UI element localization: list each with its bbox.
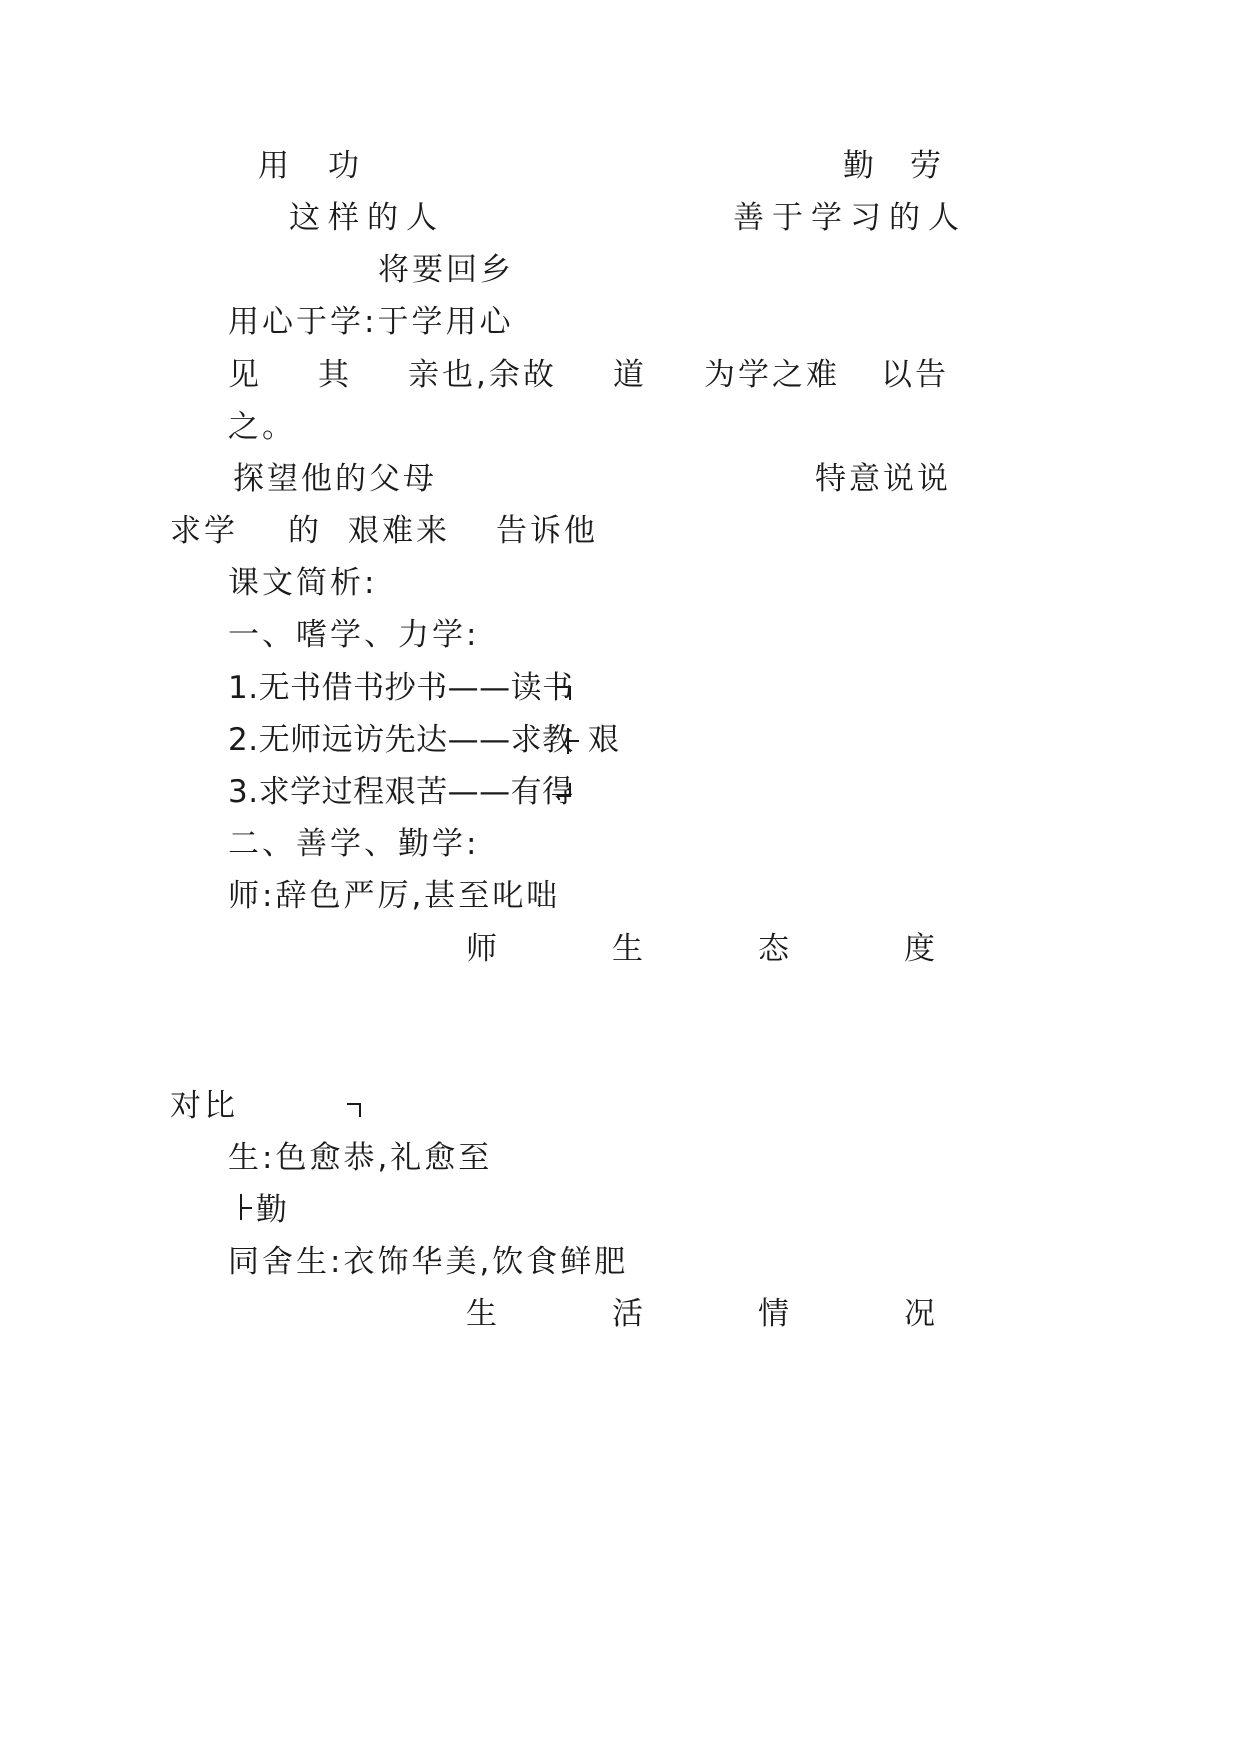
char-sheng2: 生 xyxy=(466,1296,500,1332)
label-living-conditions xyxy=(466,1294,938,1334)
word-yong: 用 xyxy=(258,148,292,184)
text-jian: 见 xyxy=(228,357,262,393)
text-qi: 其 xyxy=(318,357,352,393)
char-du: 度 xyxy=(904,931,938,967)
text-roommates: 同舍生:衣饰华美,饮食鲜肥 xyxy=(228,1244,629,1280)
text-yongxinyuxue: 用心于学:于学用心 xyxy=(228,304,514,340)
gloss-shanyuxuexi: 善于学习的人 xyxy=(733,200,967,236)
char-qing: 情 xyxy=(758,1296,792,1332)
text-qinye: 亲也,余故 xyxy=(408,357,557,393)
label-duibi: 对比 xyxy=(170,1088,238,1124)
char-sheng: 生 xyxy=(612,931,646,967)
bracket-top xyxy=(557,686,571,700)
char-huo: 活 xyxy=(612,1296,646,1332)
text-yigao: 以告 xyxy=(881,357,949,393)
list-item-3: 3.求学过程艰苦——有得 xyxy=(228,774,574,810)
char-shi: 师 xyxy=(466,931,500,967)
text-dao: 道 xyxy=(613,357,647,393)
char-tai: 态 xyxy=(758,931,792,967)
bracket-middle-tick xyxy=(567,740,579,742)
section-heading-analysis: 课文简析: xyxy=(228,565,378,601)
word-gong: 功 xyxy=(328,148,362,184)
gloss-de: 的 xyxy=(288,513,322,549)
gloss-qiuxue: 求学 xyxy=(170,513,238,549)
gloss-zheyangderen: 这样的人 xyxy=(289,200,445,236)
word-lao: 劳 xyxy=(910,148,944,184)
label-teacher-student-attitude xyxy=(466,929,938,969)
bracket-duibi xyxy=(347,1103,361,1117)
word-qin: 勤 xyxy=(843,148,877,184)
gloss-jiannanlai: 艰难来 xyxy=(348,513,450,549)
gloss-teyi: 特意说说 xyxy=(815,461,951,497)
text-weixuezhinan: 为学之难 xyxy=(704,357,840,393)
text-zhi: 之。 xyxy=(228,409,296,445)
section-heading-two: 二、善学、勤学: xyxy=(228,826,480,862)
summary-jian: 艰 xyxy=(588,722,622,758)
section-heading-one: 一、嗜学、力学: xyxy=(228,617,480,653)
bracket-qin-tick xyxy=(240,1207,252,1209)
summary-qin: 勤 xyxy=(256,1192,290,1228)
gloss-jiangyaohuixiang: 将要回乡 xyxy=(378,252,514,288)
text-teacher: 师:辞色严厉,甚至叱咄 xyxy=(228,878,561,914)
list-item-1: 1.无书借书抄书——读书 xyxy=(228,670,574,706)
bracket-bottom xyxy=(557,783,571,797)
list-item-2: 2.无师远访先达——求教 xyxy=(228,722,574,758)
text-student: 生:色愈恭,礼愈至 xyxy=(228,1140,493,1176)
gloss-tanwang: 探望他的父母 xyxy=(233,461,437,497)
gloss-gaosuta: 告诉他 xyxy=(496,513,598,549)
char-kuang: 况 xyxy=(904,1296,938,1332)
